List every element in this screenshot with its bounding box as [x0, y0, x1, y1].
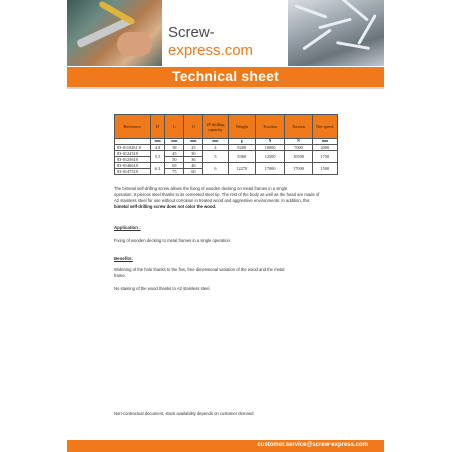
application-text: Fixing of wooden decking to metal frames in a single operation. — [114, 238, 232, 243]
cell-g: 60 — [184, 169, 203, 175]
col-traction: Traction — [255, 115, 284, 139]
disclaimer-note: Non-contractual document, stock availability depends on customer demand. — [114, 411, 255, 416]
cell-speed: 1750 — [312, 151, 337, 163]
page-title: Technical sheet — [171, 68, 279, 84]
benefits-line-staining: No staining of the wood thanks to A2 stainless steel. — [114, 286, 211, 291]
cell-weight: 8200 — [228, 145, 255, 151]
cell-torsion: 7000 — [285, 145, 312, 151]
cell-weight: 8360 — [228, 151, 255, 163]
unit-cell: N — [255, 139, 284, 145]
cell-speed: 2000 — [312, 145, 337, 151]
col-net-speed: Net speed — [312, 115, 337, 139]
hand-shape — [117, 32, 152, 56]
cell-capacity: 5 — [203, 151, 228, 163]
cell-torsion: 10500 — [285, 151, 312, 163]
product-description — [114, 186, 346, 210]
cell-d: 4.8 — [150, 145, 165, 151]
col-torsion: Torsion — [285, 115, 312, 139]
unit-cell: mm — [165, 139, 184, 145]
title-banner — [67, 67, 384, 87]
description-line: A2 stainless steel for use without corrosion in treated wood and aggressive environments. In addition, this — [114, 198, 310, 203]
unit-cell: mm — [203, 139, 228, 145]
cell-ref: 83-0146618 — [115, 163, 151, 169]
cell-torsion: 17000 — [285, 163, 312, 175]
header-photo-tools — [67, 0, 162, 66]
contact-email-link[interactable]: customer.service@screw-express.com — [257, 442, 368, 448]
col-g: G — [184, 115, 203, 139]
logo-text-part1: Screw- — [168, 24, 215, 41]
col-l: L — [165, 115, 184, 139]
cell-l: 75 — [165, 169, 184, 175]
unit-cell: g — [228, 139, 255, 145]
cell-g: 46 — [184, 163, 203, 169]
cell-d: 5.5 — [150, 151, 165, 163]
unit-cell: mm — [150, 139, 165, 145]
cell-traction: 12500 — [255, 151, 284, 163]
cell-speed: 1500 — [312, 163, 337, 175]
benefits-line: Widening of the hole thanks to the fins, free dimensional variation of the wood and the metal — [114, 267, 285, 272]
header-photo-screws — [288, 0, 384, 66]
benefits-text — [114, 267, 346, 279]
unit-cell: N — [285, 139, 312, 145]
cell-ref: 83-0125618 — [115, 157, 151, 163]
cell-l: 38 — [165, 145, 184, 151]
col-weight: Weight — [228, 115, 255, 139]
cell-d: 6.3 — [150, 163, 165, 175]
cell-g: 36 — [184, 157, 203, 163]
application-heading — [114, 225, 141, 231]
description-line: bimetal self-drilling screw does not color the wood. — [114, 204, 217, 209]
col-capacity: 2P drilling capacity — [203, 115, 228, 139]
cell-ref: 83-0110261 8 — [115, 145, 151, 151]
cell-ref: 83-0124318 — [115, 151, 151, 157]
cell-l: 45 — [165, 151, 184, 157]
cell-l: 65 — [165, 163, 184, 169]
unit-cell: mm — [184, 139, 203, 145]
cell-weight: 12270 — [228, 163, 255, 175]
description-line: operation. It pierces steel thanks to its cemented steel tip. The rest of the body as well as the head are made of — [114, 192, 320, 197]
cell-ref: 83-0147518 — [115, 169, 151, 175]
col-reference: Reference — [115, 115, 151, 139]
cell-capacity: 6 — [203, 163, 228, 175]
benefits-heading — [114, 256, 133, 262]
spec-table-header — [115, 115, 338, 139]
cell-g: 25 — [184, 145, 203, 151]
col-d: D — [150, 115, 165, 139]
footer-banner — [67, 440, 384, 452]
cell-traction: 17000 — [255, 163, 284, 175]
spec-table — [114, 114, 338, 175]
description-line: The bimetal self-drilling screw allows the fixing of wooden decking on metal frames in a single — [114, 186, 288, 191]
cell-g: 30 — [184, 151, 203, 157]
benefits-heading-text: Benefits: — [114, 256, 133, 261]
unit-cell: mm — [312, 139, 337, 145]
cell-l: 50 — [165, 157, 184, 163]
application-heading-text: Application : — [114, 225, 141, 230]
benefits-line: frame. — [114, 273, 126, 278]
title-divider — [67, 87, 384, 89]
cell-traction: 10000 — [255, 145, 284, 151]
cell-capacity: 4 — [203, 145, 228, 151]
company-logo — [168, 24, 284, 59]
logo-text-part2: express.com — [168, 42, 254, 59]
